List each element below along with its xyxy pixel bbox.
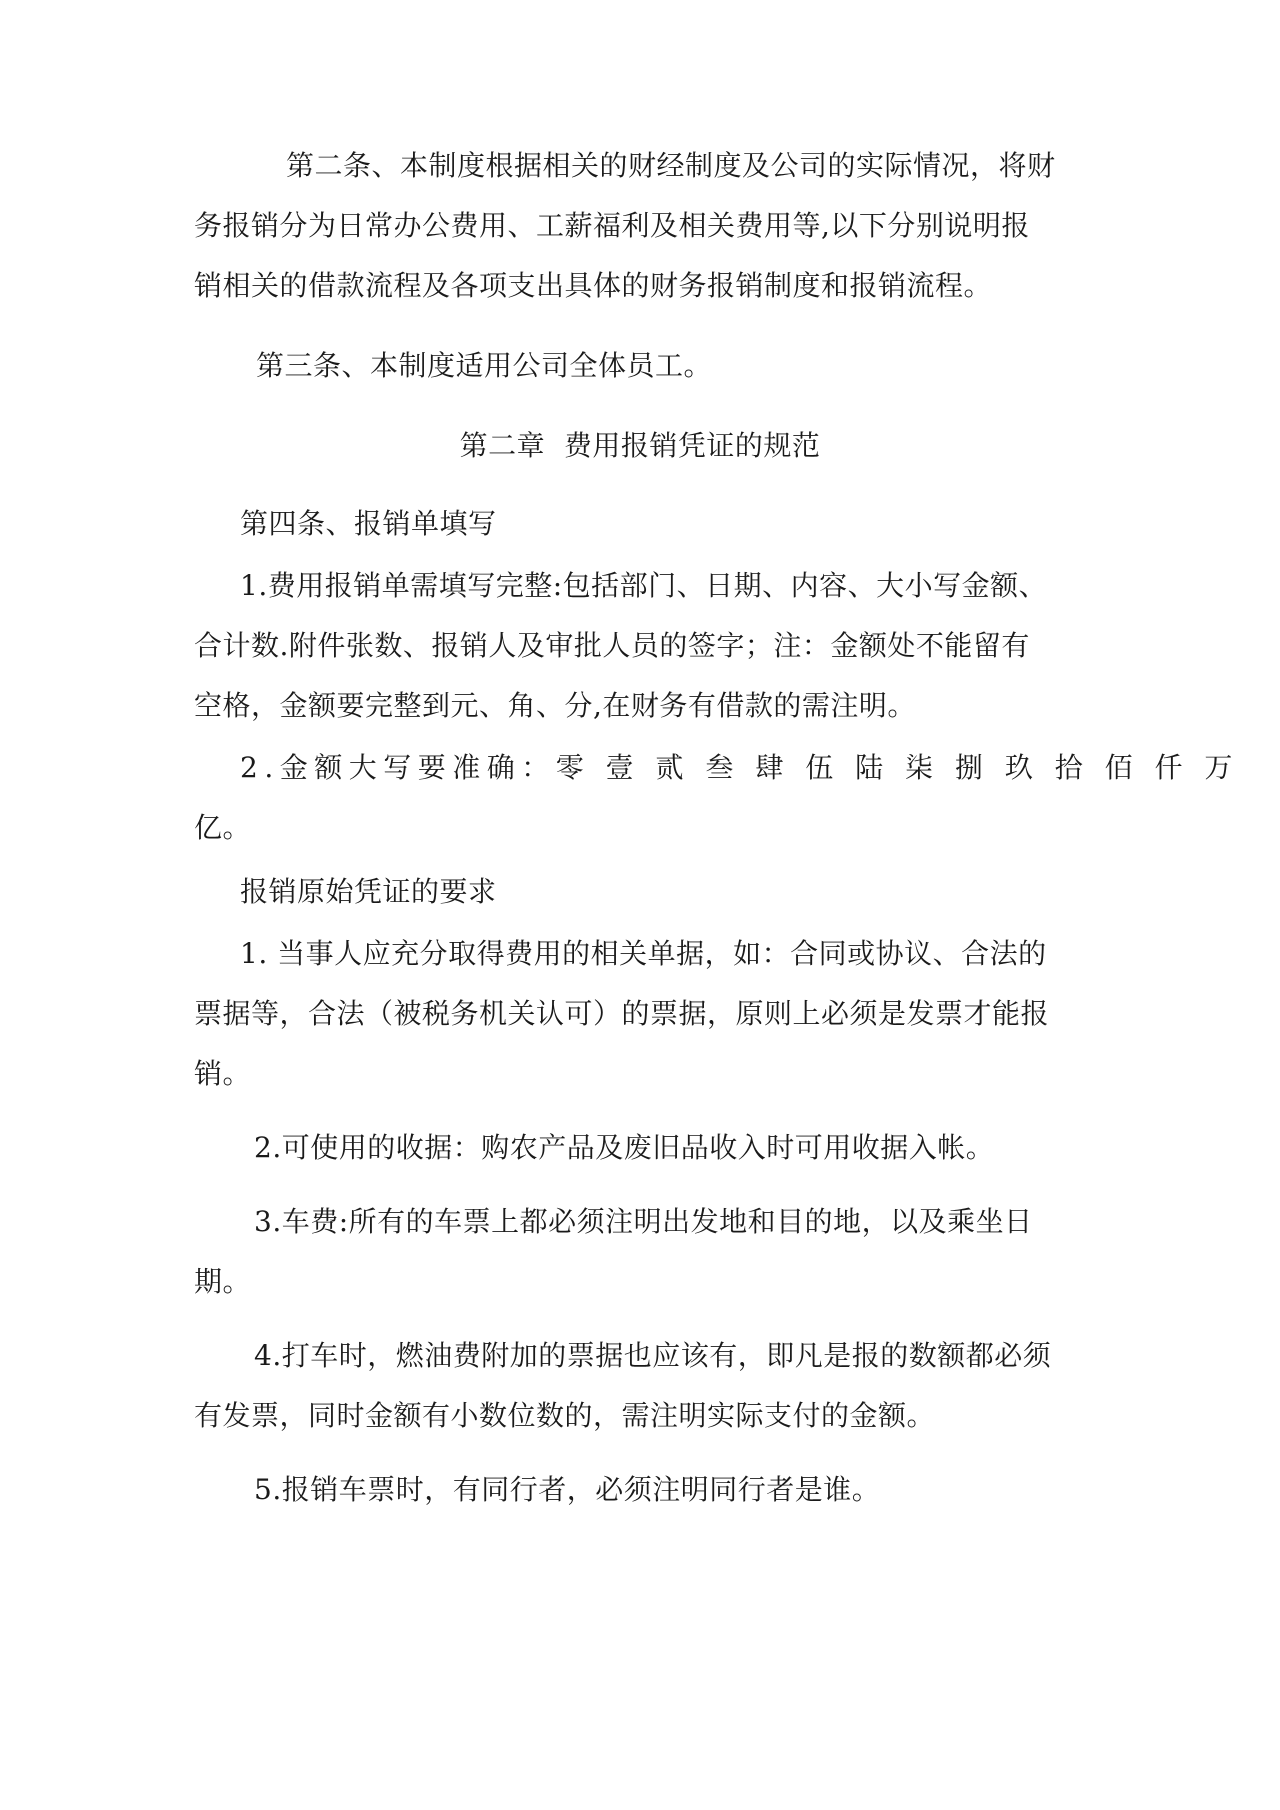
article-4-item-1-line-3: 空格，金额要完整到元、角、分,在财务有借款的需注明。 xyxy=(194,689,916,722)
chapter-2-title: 第二章 费用报销凭证的规范 xyxy=(459,429,821,462)
article-2-line-2: 务报销分为日常办公费用、工薪福利及相关费用等,以下分别说明报 xyxy=(194,209,1030,242)
original-vouchers-item-4-line-2: 有发票，同时金额有小数位数的，需注明实际支付的金额。 xyxy=(194,1399,936,1432)
original-vouchers-heading: 报销原始凭证的要求 xyxy=(240,875,497,908)
original-vouchers-item-3-line-1: 3.车费:所有的车票上都必须注明出发地和目的地，以及乘坐日 xyxy=(254,1205,1033,1238)
original-vouchers-item-1-line-3: 销。 xyxy=(194,1057,252,1090)
article-2-line-1: 第二条、本制度根据相关的财经制度及公司的实际情况，将财 xyxy=(286,149,1056,182)
article-4-heading: 第四条、报销单填写 xyxy=(240,507,497,540)
article-4-item-2-line-1: 2.金额大写要准确：零 壹 贰 叁 肆 伍 陆 柒 捌 玖 拾 佰 仟 万 xyxy=(240,751,1239,784)
article-2-line-3: 销相关的借款流程及各项支出具体的财务报销制度和报销流程。 xyxy=(194,269,993,302)
original-vouchers-item-1-line-2: 票据等，合法（被税务机关认可）的票据，原则上必须是发票才能报 xyxy=(194,997,1050,1030)
article-4-item-2-line-2: 亿。 xyxy=(194,811,252,844)
original-vouchers-item-2: 2.可使用的收据：购农产品及废旧品收入时可用收据入帐。 xyxy=(254,1131,995,1164)
original-vouchers-item-3-line-2: 期。 xyxy=(194,1265,252,1298)
article-4-item-1-line-1: 1.费用报销单需填写完整:包括部门、日期、内容、大小写金额、 xyxy=(240,569,1048,602)
original-vouchers-item-1-line-1: 1. 当事人应充分取得费用的相关单据，如：合同或协议、合法的 xyxy=(240,937,1047,970)
original-vouchers-item-5: 5.报销车票时，有同行者，必须注明同行者是谁。 xyxy=(254,1473,881,1506)
article-3: 第三条、本制度适用公司全体员工。 xyxy=(256,349,713,382)
article-4-item-1-line-2: 合计数.附件张数、报销人及审批人员的签字；注：金额处不能留有 xyxy=(194,629,1030,662)
original-vouchers-item-4-line-1: 4.打车时，燃油费附加的票据也应该有，即凡是报的数额都必须 xyxy=(254,1339,1052,1372)
